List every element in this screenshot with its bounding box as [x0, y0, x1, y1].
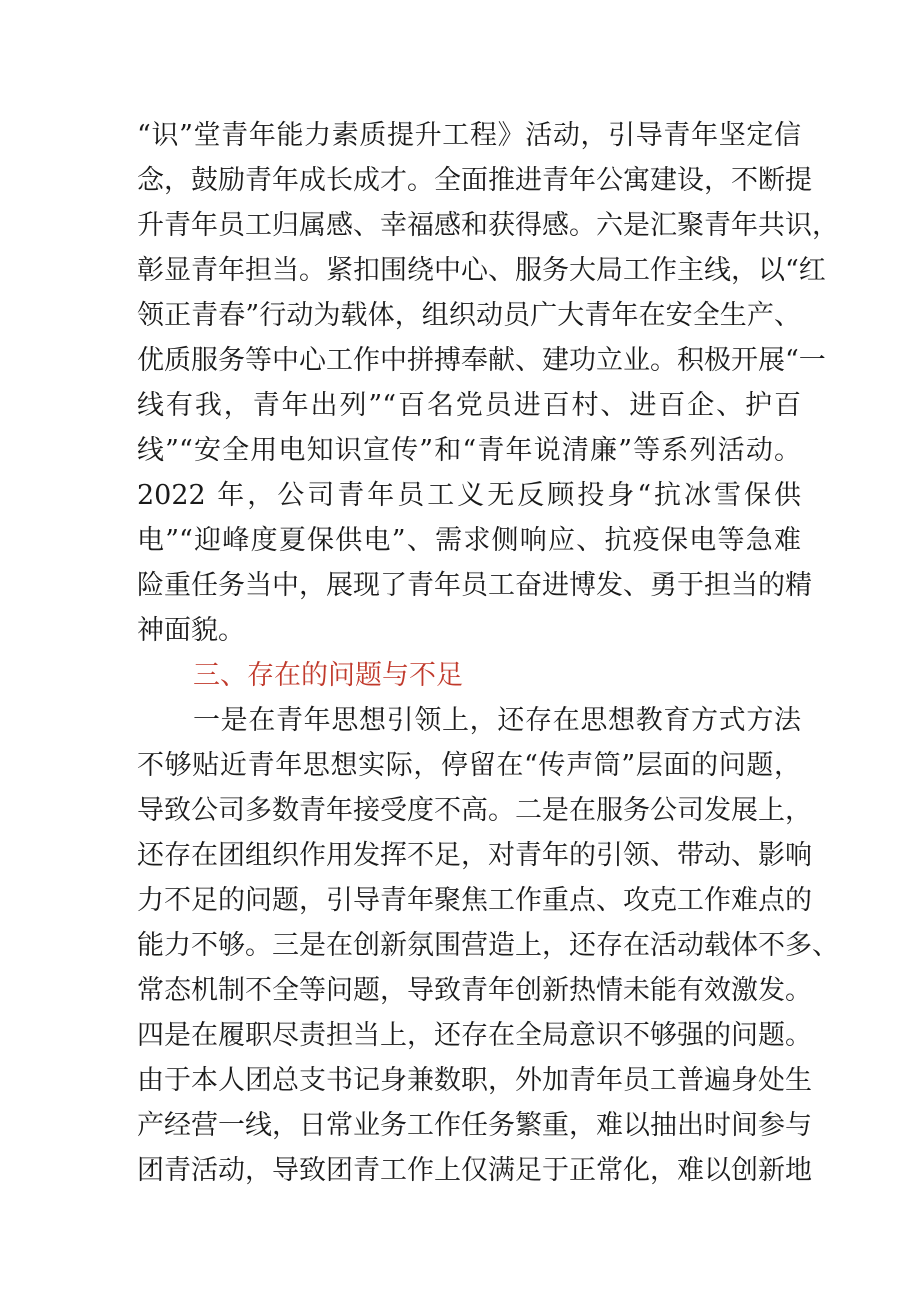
paragraph-line: 领正青春”行动为载体，组织动员广大青年在安全生产、: [137, 300, 801, 331]
paragraph-line: “识”堂青年能力素质提升工程》活动，引导青年坚定信: [137, 120, 801, 151]
paragraph-line: 险重任务当中，展现了青年员工奋进博发、勇于担当的精: [137, 570, 812, 601]
paragraph-line: 导致公司多数青年接受度不高。二是在服务公司发展上，: [137, 795, 812, 826]
paragraph-line: 念，鼓励青年成长成才。全面推进青年公寓建设，不断提: [137, 165, 812, 196]
paragraph-line: 升青年员工归属感、幸福感和获得感。六是汇聚青年共识，: [137, 210, 839, 241]
paragraph-line: 力不足的问题，引导青年聚焦工作重点、攻克工作难点的: [137, 885, 812, 916]
paragraph-line: 不够贴近青年思想实际，停留在“传声筒”层面的问题，: [137, 750, 801, 781]
paragraph-line: 彰显青年担当。紧扣围绕中心、服务大局工作主线，以“红: [137, 255, 826, 286]
paragraph-line: 一是在青年思想引领上，还存在思想教育方式方法: [193, 705, 801, 736]
paragraph-line: 线有我，青年出列”“百名党员进百村、进百企、护百: [137, 390, 801, 421]
paragraph-line: 常态机制不全等问题，导致青年创新热情未能有效激发。: [137, 975, 812, 1006]
paragraph-line: 优质服务等中心工作中拼搏奉献、建功立业。积极开展“一: [137, 345, 826, 376]
section-heading: 三、存在的问题与不足: [193, 660, 463, 691]
paragraph-line: 电”“迎峰度夏保供电”、需求侧响应、抗疫保电等急难: [137, 525, 801, 556]
paragraph-line: 团青活动，导致团青工作上仅满足于正常化，难以创新地: [137, 1155, 812, 1186]
paragraph-line: 产经营一线，日常业务工作任务繁重，难以抽出时间参与: [137, 1110, 812, 1141]
paragraph-line: 能力不够。三是在创新氛围营造上，还存在活动载体不多、: [137, 930, 839, 961]
paragraph-line: 四是在履职尽责担当上，还存在全局意识不够强的问题。: [137, 1020, 812, 1051]
paragraph-line: 由于本人团总支书记身兼数职，外加青年员工普遍身处生: [137, 1065, 812, 1096]
paragraph-line: 神面貌。: [137, 615, 245, 646]
paragraph-line: 2022 年，公司青年员工义无反顾投身“抗冰雪保供: [137, 480, 801, 511]
paragraph-line: 线”“安全用电知识宣传”和“青年说清廉”等系列活动。: [137, 435, 801, 466]
paragraph-line: 还存在团组织作用发挥不足，对青年的引领、带动、影响: [137, 840, 812, 871]
